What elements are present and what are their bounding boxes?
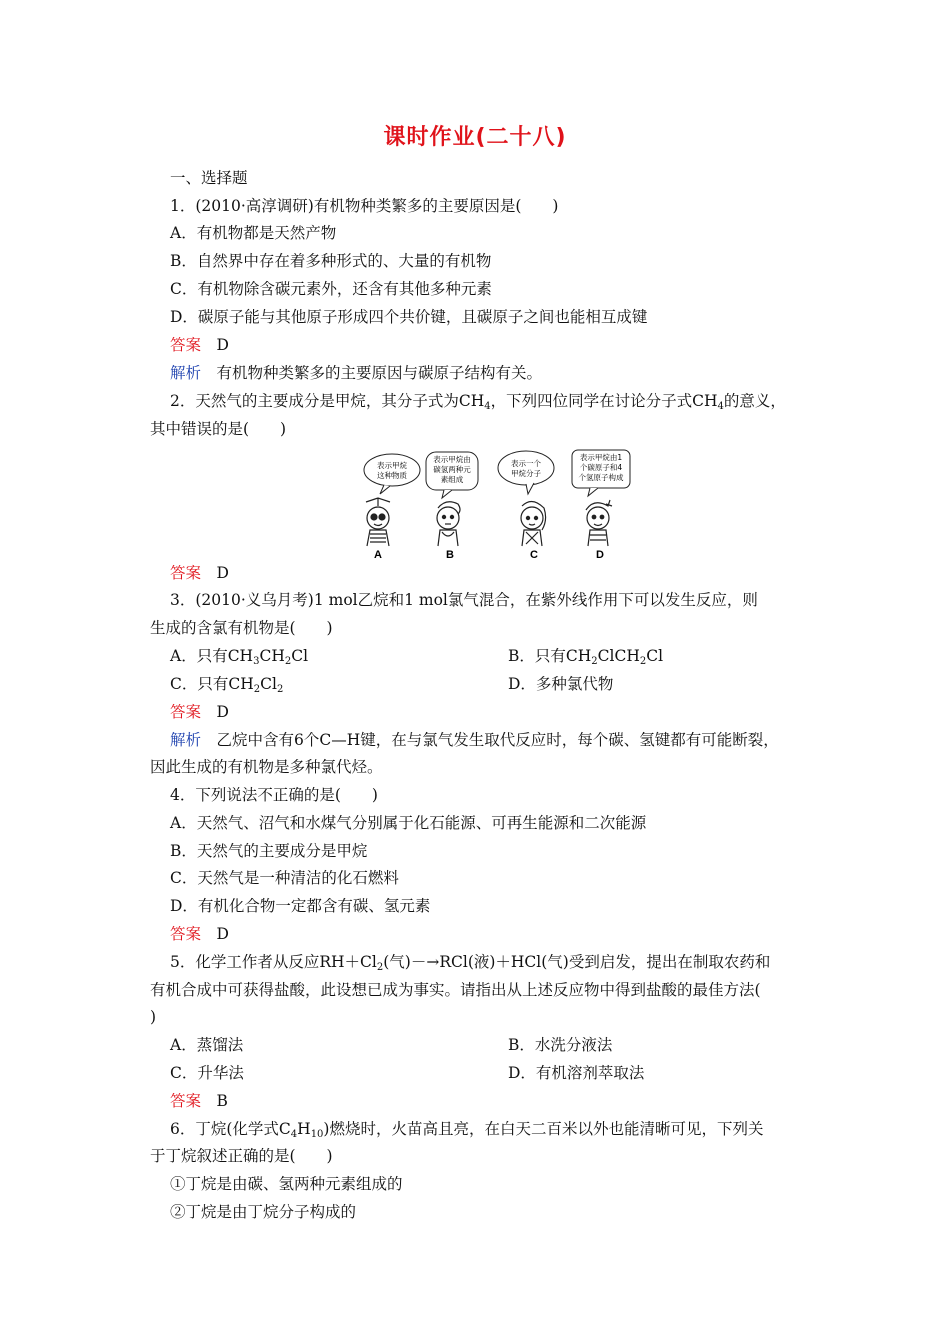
q5-stem: 5．化学工作者从反应$RH+Cl_2$(气)－→RCl(液)＋HCl(气)受到启发，提出在制取农药和 — [170, 953, 771, 973]
q3-analysis — [170, 730, 779, 750]
q5-stem-line2: 有机合成中可获得盐酸，此设想已成为事实。请指出从上述反应物中得到盐酸的最佳方法( — [150, 981, 761, 999]
answer-label: 答案 — [170, 336, 202, 354]
answer-value: D — [216, 336, 229, 354]
section-heading: 一、选择题 — [170, 169, 248, 187]
q3-stem: 3．(2010·义乌月考)1 mol乙烷和1 mol氯气混合，在紫外线作用下可以发生反应，则 — [170, 591, 758, 609]
q2-stem-line2: 其中错误的是( ) — [150, 420, 287, 438]
analysis-text: 有机物种类繁多的主要原因与碳原子结构有关。 — [216, 364, 543, 382]
answer-value: B — [216, 1092, 228, 1110]
student-b-cartoon — [437, 502, 460, 546]
page-title: 课时作业(二十八) — [383, 125, 567, 150]
bubble-b-line2: 碳氢两种元 — [433, 465, 471, 474]
speech-bubble-d — [572, 450, 630, 496]
bubble-a-line2: 这种物质 — [377, 471, 407, 480]
q4-answer — [170, 924, 229, 944]
q1-option-a: A．有机物都是天然产物 — [170, 224, 337, 242]
q6-item-1: ①丁烷是由碳、氢两种元素组成的 — [170, 1175, 403, 1193]
analysis-text: 乙烷中含有6个C—H键，在与氯气发生取代反应时，每个碳、氢键都有可能断裂， — [216, 731, 779, 749]
answer-label: 答案 — [170, 1092, 202, 1110]
answer-label: 答案 — [170, 564, 202, 582]
q1-option-b: B．自然界中存在着多种形式的、大量的有机物 — [170, 252, 492, 270]
q6-item-2: ②丁烷是由丁烷分子构成的 — [170, 1203, 357, 1221]
figure-label-c: C — [530, 549, 538, 560]
bubble-d-line3: 个氢原子构成 — [578, 473, 624, 482]
analysis-label: 解析 — [170, 364, 202, 382]
bubble-d-line2: 个碳原子和4 — [579, 463, 623, 472]
speech-bubble-c — [498, 451, 554, 494]
analysis-label: 解析 — [170, 731, 202, 749]
figure-label-b: B — [446, 549, 454, 560]
q1-option-d: D．碳原子能与其他原子形成四个共价键，且碳原子之间也能相互成键 — [170, 308, 648, 326]
bubble-b-line3: 素组成 — [440, 475, 464, 484]
q1-option-c: C．有机物除含碳元素外，还含有其他多种元素 — [170, 280, 492, 298]
q1-answer — [170, 335, 229, 355]
q5-option-a: A．蒸馏法 — [170, 1036, 244, 1054]
student-c-cartoon — [521, 501, 546, 546]
q3-answer — [170, 702, 229, 722]
q3-option-c: C．只有$CH_2Cl_2$ — [170, 675, 284, 695]
q3-option-b: B．只有$CH_2ClCH_2Cl$ — [508, 647, 664, 667]
figure-label-d: D — [596, 549, 604, 560]
q4-option-b: B．天然气的主要成分是甲烷 — [170, 842, 368, 860]
q4-option-a: A．天然气、沼气和水煤气分别属于化石能源、可再生能源和二次能源 — [170, 814, 647, 832]
q2-stem: 2．天然气的主要成分是甲烷，其分子式为$CH_4$，下列四位同学在讨论分子式$CH_4$的意义， — [170, 392, 786, 412]
q3-option-a: A．只有$CH_3CH_2Cl$ — [170, 647, 309, 667]
students-discussion-figure — [358, 448, 648, 560]
q1-analysis — [170, 363, 542, 383]
answer-label: 答案 — [170, 703, 202, 721]
answer-value: D — [216, 925, 229, 943]
q2-answer — [170, 563, 229, 583]
q5-option-b: B．水洗分液法 — [508, 1036, 613, 1054]
q3-analysis-line2: 因此生成的有机物是多种氯代烃。 — [150, 758, 383, 776]
bubble-b-line1: 表示甲烷由 — [433, 455, 471, 464]
q1-stem: 1．(2010·高淳调研)有机物种类繁多的主要原因是( ) — [170, 197, 559, 215]
q3-stem-line2: 生成的含氯有机物是( ) — [150, 619, 333, 637]
q5-option-d: D．有机溶剂萃取法 — [508, 1064, 645, 1082]
bubble-d-line1: 表示甲烷由1 — [579, 453, 623, 462]
answer-value: D — [216, 703, 229, 721]
q5-answer — [170, 1091, 228, 1111]
figure-label-a: A — [374, 549, 382, 560]
answer-value: D — [216, 564, 229, 582]
q4-stem: 4．下列说法不正确的是( ) — [170, 786, 378, 804]
student-d-cartoon — [586, 500, 612, 546]
bubble-c-line1: 表示一个 — [511, 459, 541, 468]
speech-bubble-a — [364, 454, 420, 494]
answer-label: 答案 — [170, 925, 202, 943]
q5-stem-line3: ) — [150, 1008, 157, 1026]
q3-option-d: D．多种氯代物 — [508, 675, 614, 693]
q6-stem-line2: 于丁烷叙述正确的是( ) — [150, 1147, 333, 1165]
bubble-c-line2: 甲烷分子 — [511, 469, 541, 478]
q5-option-c: C．升华法 — [170, 1064, 244, 1082]
speech-bubble-b — [426, 452, 478, 498]
bubble-a-line1: 表示甲烷 — [377, 461, 407, 470]
q6-stem: 6．丁烷(化学式$C_4H_{10}$)燃烧时，火苗高且亮，在白天二百米以外也能清晰可见，下列关 — [170, 1120, 764, 1140]
q4-option-c: C．天然气是一种清洁的化石燃料 — [170, 869, 399, 887]
student-a-cartoon — [366, 498, 390, 546]
q4-option-d: D．有机化合物一定都含有碳、氢元素 — [170, 897, 431, 915]
